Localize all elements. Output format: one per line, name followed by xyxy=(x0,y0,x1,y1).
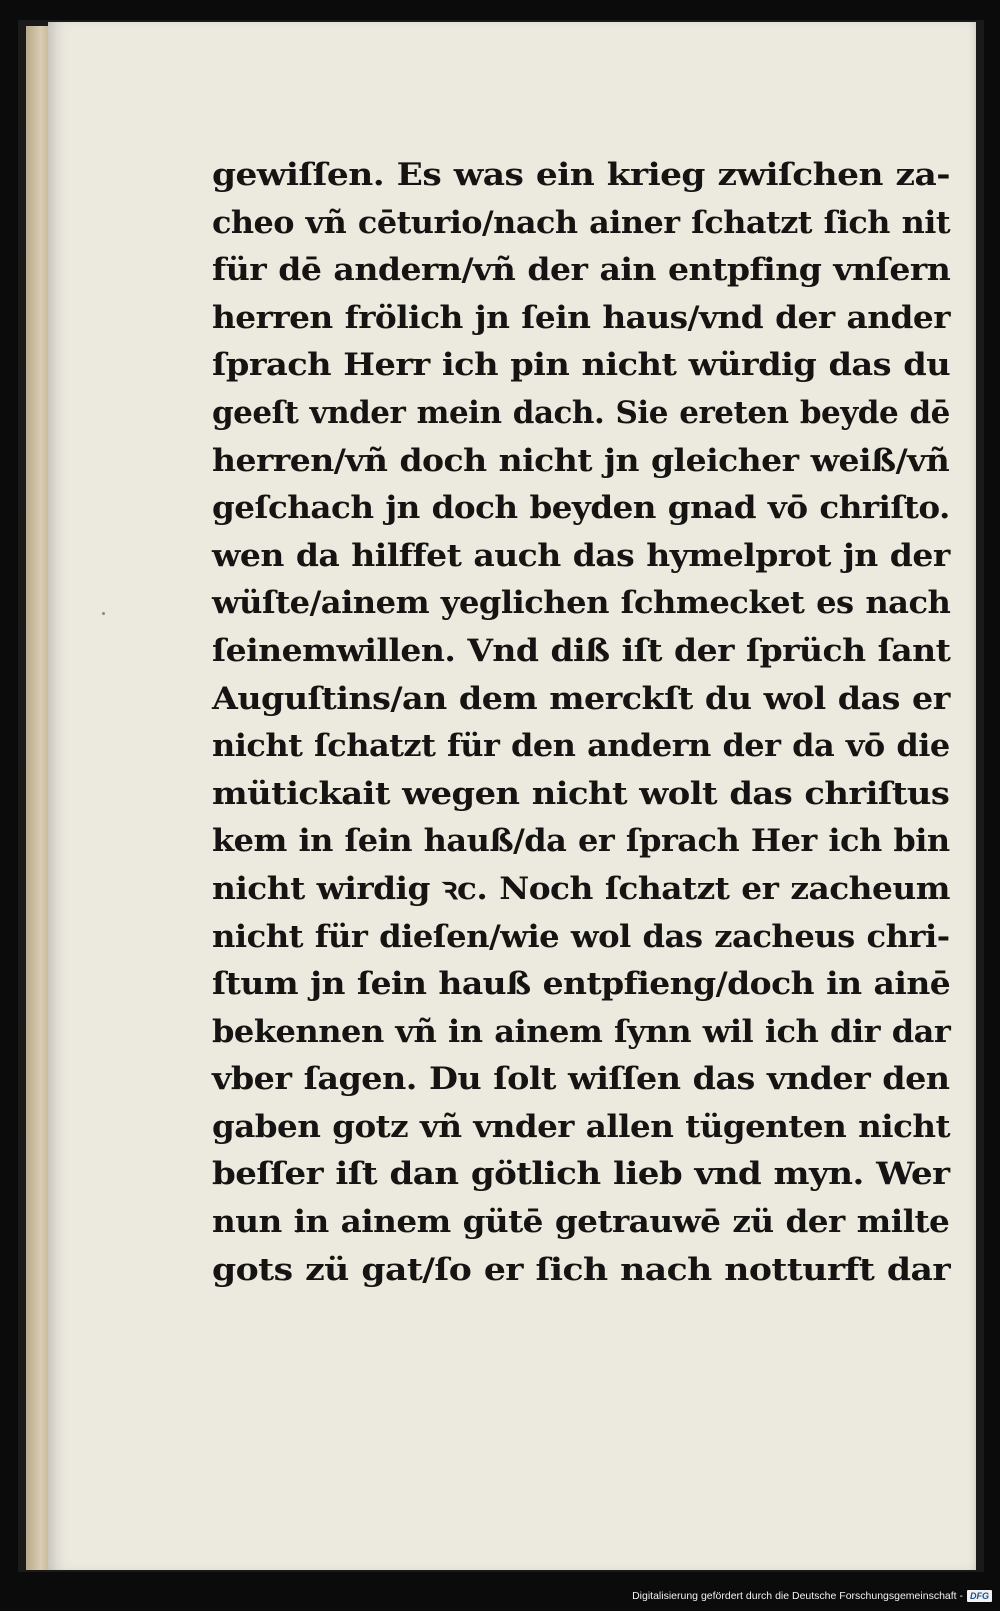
text-line: gots zü gat/ſo er ſich nach notturft dar xyxy=(212,1251,951,1288)
text-line: gaben gotz vñ vnder allen tügenten nicht xyxy=(212,1108,951,1145)
text-line: für dē andern/vñ der ain entpfing vnſern xyxy=(212,252,951,289)
text-line: wen da hilffet auch das hymelprot jn der xyxy=(212,537,950,574)
credit-text: Digitalisierung gefördert durch die Deutsche Forschungsgemeinschaft - xyxy=(632,1590,963,1602)
text-line: kem in ſein hauß/da er ſprach Her ich bin xyxy=(212,823,950,860)
text-line: cheo vñ cēturio/nach ainer ſchatzt ſich nit xyxy=(212,204,951,241)
text-line: gewiſſen. Es was ein krieg zwiſchen za- xyxy=(212,157,950,193)
text-line: mütickait wegen nicht wolt das chriſtus xyxy=(212,775,950,812)
text-line: nicht wirdig ꝛc. Noch ſchatzt er zacheum xyxy=(212,870,950,907)
text-line: herren frölich jn ſein haus/vnd der ander xyxy=(212,299,950,336)
text-line: Auguſtins/an dem merckſt du wol das er xyxy=(212,680,950,717)
text-line: beſſer iſt dan götlich lieb vnd myn. Wer xyxy=(212,1156,950,1193)
text-line: nun in ainem gütē getrauwē zü der milte xyxy=(212,1204,950,1241)
text-line: herren/vñ doch nicht jn gleicher weiß/vñ xyxy=(212,442,950,479)
text-line: ſeinemwillen. Vnd diß iſt der ſprüch ſant xyxy=(212,632,951,669)
text-line: ſtum jn ſein hauß entpfieng/doch in ainē xyxy=(212,966,951,1003)
text-line: geeſt vnder mein dach. Sie ereten beyde dē xyxy=(212,394,950,431)
text-line: nicht für dieſen/wie wol das zacheus chri- xyxy=(212,918,950,955)
printed-text-block xyxy=(212,152,950,1294)
paper-speck xyxy=(102,612,105,615)
text-line: nicht ſchatzt für den andern der da vō die xyxy=(212,728,950,765)
text-line: vber ſagen. Du ſolt wiſſen das vnder den xyxy=(212,1061,950,1098)
text-line: ſprach Herr ich pin nicht würdig das du xyxy=(212,347,951,384)
text-line: wüſte/ainem yeglichen ſchmecket es nach xyxy=(212,585,951,622)
digitization-credit xyxy=(632,1585,992,1607)
dfg-logo-icon: DFG xyxy=(967,1590,992,1602)
text-line: geſchach jn doch beyden gnad vō chriſto. xyxy=(212,490,950,527)
text-line: bekennen vñ in ainem ſynn wil ich dir dar xyxy=(212,1013,951,1050)
page-edge xyxy=(26,26,50,1570)
